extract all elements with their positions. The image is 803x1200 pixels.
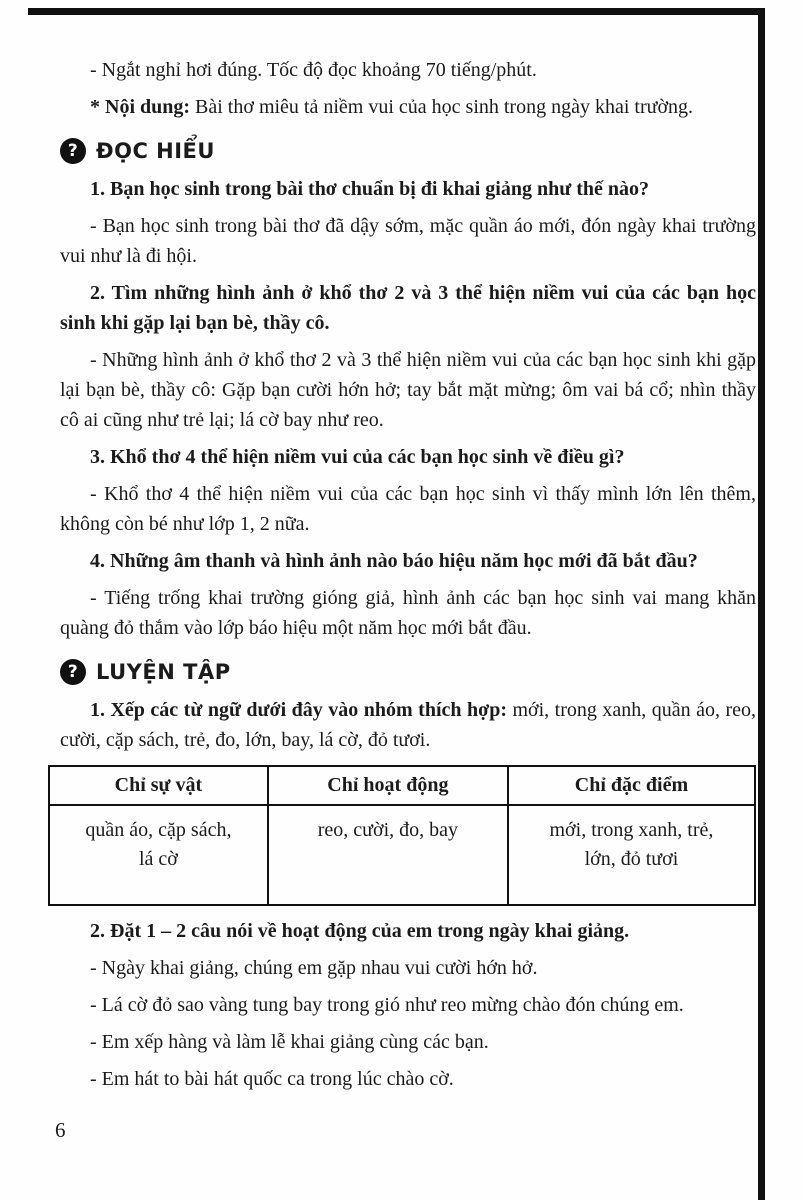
exercise-2-answer-3: - Em xếp hàng và làm lễ khai giảng cùng các bạn. <box>90 1031 489 1053</box>
content-summary <box>60 92 756 122</box>
table-header-row <box>49 766 755 805</box>
question-1: 1. Bạn học sinh trong bài thơ chuẩn bị đi khai giảng như thế nào? <box>90 178 650 200</box>
question-2: 2. Tìm những hình ảnh ở khổ thơ 2 và 3 thể hiện niềm vui của các bạn học sinh khi gặp lại bạn bè, thầy cô. <box>60 282 756 334</box>
table-cell-attributes: mới, trong xanh, trẻ, lớn, đỏ tươi <box>508 805 755 905</box>
answer-1: - Bạn học sinh trong bài thơ đã dậy sớm, mặc quần áo mới, đón ngày khai trường vui như là đi hội. <box>60 215 756 267</box>
right-border-rule <box>758 8 765 1200</box>
section-luyen-tap <box>60 659 756 685</box>
question-3: 3. Khổ thơ 4 thể hiện niềm vui của các bạn học sinh về điều gì? <box>90 446 625 468</box>
section-doc-hieu <box>60 138 756 164</box>
table-cell-things: quần áo, cặp sách, lá cờ <box>49 805 268 905</box>
table-header-things: Chỉ sự vật <box>49 766 268 805</box>
section-title-doc-hieu: ĐỌC HIỂU <box>96 139 215 163</box>
question-mark-circle-icon: ? <box>60 659 86 685</box>
section-title-luyen-tap: LUYỆN TẬP <box>96 660 231 684</box>
question-mark-circle-icon: ? <box>60 138 86 164</box>
table-header-actions: Chỉ hoạt động <box>268 766 508 805</box>
page-number: 6 <box>55 1118 66 1142</box>
content-text: Bài thơ miêu tả niềm vui của học sinh trong ngày khai trường. <box>195 96 694 118</box>
exercise-2-answer-4: - Em hát to bài hát quốc ca trong lúc chào cờ. <box>90 1068 454 1090</box>
exercise-1 <box>60 695 756 755</box>
answer-4: - Tiếng trống khai trường gióng giả, hình ảnh các bạn học sinh vai mang khăn quàng đỏ thắm vào lớp báo hiệu một năm học mới bắt đầu. <box>60 587 756 639</box>
table-cell-actions: reo, cười, đo, bay <box>268 805 508 905</box>
exercise-1-prompt: 1. Xếp các từ ngữ dưới đây vào nhóm thích hợp: <box>90 699 507 721</box>
reading-guideline: - Ngắt nghỉ hơi đúng. Tốc độ đọc khoảng 70 tiếng/phút. <box>90 59 537 81</box>
table-header-attributes: Chỉ đặc điểm <box>508 766 755 805</box>
exercise-2-answer-1: - Ngày khai giảng, chúng em gặp nhau vui cười hớn hở. <box>90 957 538 979</box>
exercise-1-words: mới, trong xanh, quần áo, reo, cười, cặp sách, trẻ, đo, lớn, bay, lá cờ, đỏ tươi. <box>60 699 757 751</box>
top-border-rule <box>28 8 765 15</box>
answer-3: - Khổ thơ 4 thể hiện niềm vui của các bạn học sinh vì thấy mình lớn lên thêm, không còn bé như lớp 1, 2 nữa. <box>60 483 756 535</box>
table-row <box>49 805 755 905</box>
page-content <box>60 48 756 1101</box>
classification-table <box>48 765 756 906</box>
content-label: * Nội dung: <box>90 96 191 118</box>
question-4: 4. Những âm thanh và hình ảnh nào báo hiệu năm học mới đã bắt đầu? <box>90 550 698 572</box>
exercise-2: 2. Đặt 1 – 2 câu nói về hoạt động của em trong ngày khai giảng. <box>90 920 630 942</box>
exercise-2-answer-2: - Lá cờ đỏ sao vàng tung bay trong gió như reo mừng chào đón chúng em. <box>90 994 684 1016</box>
answer-2: - Những hình ảnh ở khổ thơ 2 và 3 thể hiện niềm vui của các bạn học sinh khi gặp lại bạn bè, thầy cô: Gặp bạn cười hớn hở; tay bắt mặt mừng; ôm vai bá cổ; nhìn thầy cô ai cũng như trẻ lại; lá cờ bay như reo. <box>60 349 756 431</box>
